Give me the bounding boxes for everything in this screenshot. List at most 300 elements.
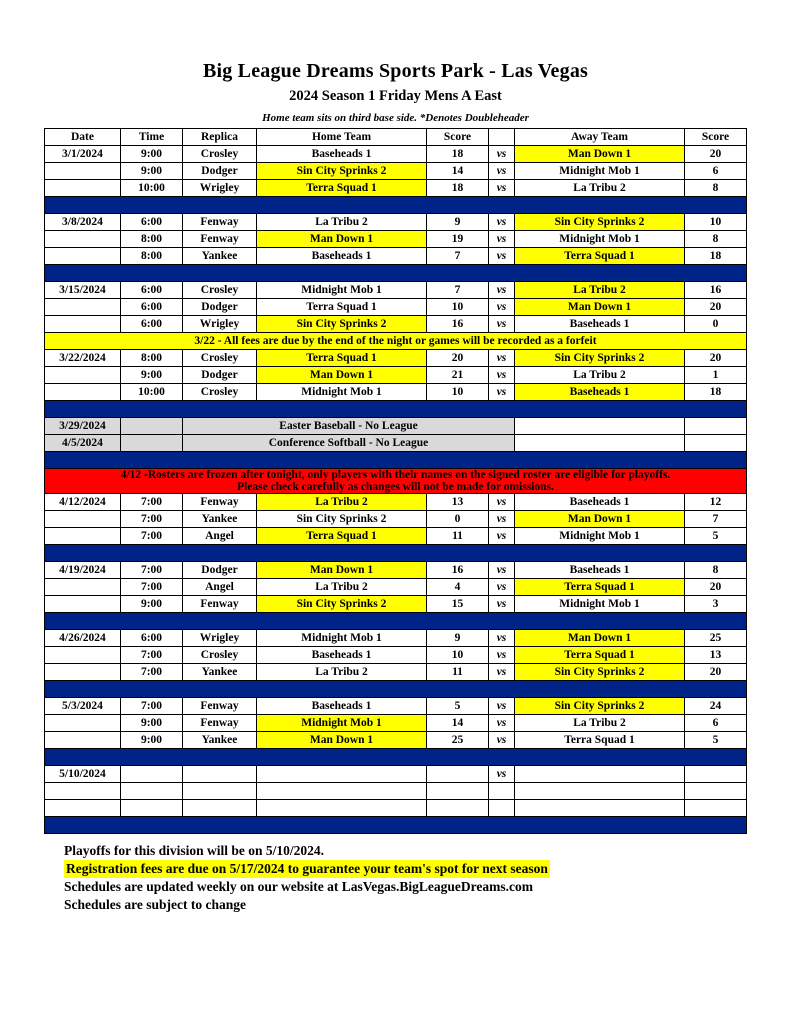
footer-website-text: Schedules are updated weekly on our website at LasVegas.BigLeagueDreams.com — [64, 879, 534, 894]
cell-away-team: Midnight Mob 1 — [515, 231, 685, 248]
cell-home-team: Midnight Mob 1 — [257, 715, 427, 732]
table-row — [45, 630, 747, 647]
cell-vs-label: vs — [489, 146, 515, 163]
cell-away-team: La Tribu 2 — [515, 367, 685, 384]
cell-replica: Crosley — [183, 350, 257, 367]
cell-away-team: Man Down 1 — [515, 511, 685, 528]
cell-home-score: 7 — [427, 248, 489, 265]
cell-home-team: Sin City Sprinks 2 — [257, 596, 427, 613]
cell-time: 7:00 — [121, 664, 183, 681]
cell-time — [121, 418, 183, 435]
cell-away-team: Man Down 1 — [515, 630, 685, 647]
cell-time: 10:00 — [121, 180, 183, 197]
cell-away-team: Terra Squad 1 — [515, 647, 685, 664]
cell-vs-label: vs — [489, 766, 515, 783]
cell-replica: Fenway — [183, 596, 257, 613]
table-row — [45, 350, 747, 367]
table-row — [45, 180, 747, 197]
cell-no-league-text: Easter Baseball - No League — [183, 418, 515, 435]
divider-cell — [45, 197, 747, 214]
table-row — [45, 248, 747, 265]
cell-time: 9:00 — [121, 367, 183, 384]
page-subtitle: 2024 Season 1 Friday Mens A East — [289, 88, 502, 104]
cell-time: 7:00 — [121, 528, 183, 545]
cell-away-team: Midnight Mob 1 — [515, 163, 685, 180]
cell-replica: Yankee — [183, 664, 257, 681]
divider-band — [45, 749, 747, 766]
cell-time: 7:00 — [121, 562, 183, 579]
cell-away-score: 8 — [685, 180, 747, 197]
cell-away-score — [685, 800, 747, 817]
cell-away-score: 20 — [685, 664, 747, 681]
cell-vs-label: vs — [489, 248, 515, 265]
cell-replica: Yankee — [183, 511, 257, 528]
cell-away-team: Terra Squad 1 — [515, 732, 685, 749]
cell-home-score: 18 — [427, 146, 489, 163]
cell-home-score — [427, 766, 489, 783]
divider-band — [45, 545, 747, 562]
cell-time: 7:00 — [121, 511, 183, 528]
cell-date — [45, 299, 121, 316]
cell-away-team: Terra Squad 1 — [515, 248, 685, 265]
cell-date — [45, 647, 121, 664]
cell-time: 9:00 — [121, 715, 183, 732]
cell-away-team: Baseheads 1 — [515, 494, 685, 511]
page-title: Big League Dreams Sports Park - Las Vegas — [202, 60, 589, 82]
cell-away-score: 20 — [685, 299, 747, 316]
cell-home-team: Man Down 1 — [257, 562, 427, 579]
cell-away-score: 3 — [685, 596, 747, 613]
cell-away-team: La Tribu 2 — [515, 715, 685, 732]
cell-vs-label — [489, 800, 515, 817]
column-header-home-team: Home Team — [257, 129, 427, 146]
cell-home-score: 21 — [427, 367, 489, 384]
footer-subject-to-change — [64, 896, 727, 914]
cell-replica — [183, 766, 257, 783]
cell-time: 7:00 — [121, 698, 183, 715]
cell-time: 9:00 — [121, 732, 183, 749]
divider-cell — [45, 401, 747, 418]
divider-cell — [45, 681, 747, 698]
cell-replica: Dodger — [183, 367, 257, 384]
cell-away-score — [685, 435, 747, 452]
cell-no-league-text: Conference Softball - No League — [183, 435, 515, 452]
cell-away-team: Sin City Sprinks 2 — [515, 664, 685, 681]
cell-away-score: 1 — [685, 367, 747, 384]
cell-replica: Crosley — [183, 282, 257, 299]
cell-away-team — [515, 418, 685, 435]
cell-date — [45, 579, 121, 596]
cell-home-team: Man Down 1 — [257, 231, 427, 248]
cell-time: 6:00 — [121, 316, 183, 333]
cell-date: 5/3/2024 — [45, 698, 121, 715]
cell-date: 3/15/2024 — [45, 282, 121, 299]
notice-text: 3/22 - All fees are due by the end of the night or games will be recorded as a forfeit — [45, 333, 747, 350]
divider-cell — [45, 265, 747, 282]
cell-away-score: 13 — [685, 647, 747, 664]
cell-home-team: Baseheads 1 — [257, 698, 427, 715]
cell-vs-label: vs — [489, 732, 515, 749]
cell-home-team: Terra Squad 1 — [257, 299, 427, 316]
cell-date: 4/19/2024 — [45, 562, 121, 579]
cell-time: 7:00 — [121, 647, 183, 664]
cell-away-team: Baseheads 1 — [515, 316, 685, 333]
cell-away-team: La Tribu 2 — [515, 180, 685, 197]
cell-date — [45, 180, 121, 197]
cell-home-score: 10 — [427, 299, 489, 316]
cell-time: 8:00 — [121, 231, 183, 248]
footer-subject-to-change-text: Schedules are subject to change — [64, 897, 246, 912]
cell-replica: Crosley — [183, 384, 257, 401]
cell-date: 4/12/2024 — [45, 494, 121, 511]
cell-vs-label: vs — [489, 180, 515, 197]
cell-home-team: Terra Squad 1 — [257, 350, 427, 367]
cell-vs-label: vs — [489, 715, 515, 732]
cell-home-score: 14 — [427, 715, 489, 732]
notice-row-roster-freeze — [45, 469, 747, 494]
column-header-vs — [489, 129, 515, 146]
cell-home-score: 16 — [427, 316, 489, 333]
notice-line: 4/12 -Rosters are frozen after tonight, only players with their names on the signed roster are eligible for playoffs. — [120, 469, 671, 481]
table-row — [45, 316, 747, 333]
notice-row-fees — [45, 333, 747, 350]
cell-away-score: 24 — [685, 698, 747, 715]
table-row — [45, 528, 747, 545]
cell-time: 9:00 — [121, 146, 183, 163]
cell-home-score: 7 — [427, 282, 489, 299]
cell-replica: Dodger — [183, 299, 257, 316]
table-row — [45, 647, 747, 664]
cell-away-score: 5 — [685, 528, 747, 545]
column-header-replica: Replica — [183, 129, 257, 146]
table-row — [45, 732, 747, 749]
cell-time — [121, 783, 183, 800]
cell-away-team: Baseheads 1 — [515, 562, 685, 579]
table-row — [45, 494, 747, 511]
footer-playoffs-text: Playoffs for this division will be on 5/10/2024. — [64, 843, 325, 858]
cell-vs-label: vs — [489, 231, 515, 248]
cell-home-score: 19 — [427, 231, 489, 248]
cell-time: 8:00 — [121, 248, 183, 265]
cell-away-team: Sin City Sprinks 2 — [515, 698, 685, 715]
cell-away-team: Baseheads 1 — [515, 384, 685, 401]
cell-date — [45, 596, 121, 613]
footer-playoffs — [64, 842, 727, 860]
cell-vs-label: vs — [489, 214, 515, 231]
cell-date: 3/29/2024 — [45, 418, 121, 435]
schedule-table — [44, 128, 747, 834]
cell-home-team: Baseheads 1 — [257, 146, 427, 163]
cell-home-score: 9 — [427, 630, 489, 647]
cell-home-score: 18 — [427, 180, 489, 197]
divider-cell — [45, 817, 747, 834]
cell-time: 7:00 — [121, 494, 183, 511]
cell-home-score: 10 — [427, 384, 489, 401]
divider-cell — [45, 749, 747, 766]
cell-date: 3/8/2024 — [45, 214, 121, 231]
cell-replica: Wrigley — [183, 180, 257, 197]
cell-home-team: Terra Squad 1 — [257, 528, 427, 545]
cell-away-score: 8 — [685, 562, 747, 579]
table-row — [45, 800, 747, 817]
cell-away-score: 25 — [685, 630, 747, 647]
cell-home-score: 5 — [427, 698, 489, 715]
cell-home-score: 25 — [427, 732, 489, 749]
cell-date — [45, 511, 121, 528]
cell-vs-label: vs — [489, 579, 515, 596]
cell-home-score: 0 — [427, 511, 489, 528]
cell-replica: Fenway — [183, 715, 257, 732]
table-header-row — [45, 129, 747, 146]
cell-home-score: 14 — [427, 163, 489, 180]
cell-vs-label: vs — [489, 630, 515, 647]
column-header-date: Date — [45, 129, 121, 146]
cell-away-team — [515, 800, 685, 817]
cell-home-team: Man Down 1 — [257, 732, 427, 749]
cell-vs-label: vs — [489, 282, 515, 299]
divider-cell — [45, 545, 747, 562]
divider-band — [45, 452, 747, 469]
divider-band — [45, 401, 747, 418]
table-row — [45, 511, 747, 528]
cell-date — [45, 732, 121, 749]
cell-away-team: Midnight Mob 1 — [515, 528, 685, 545]
cell-away-score — [685, 783, 747, 800]
table-row — [45, 596, 747, 613]
cell-replica: Wrigley — [183, 630, 257, 647]
cell-vs-label: vs — [489, 316, 515, 333]
cell-replica: Dodger — [183, 163, 257, 180]
cell-vs-label: vs — [489, 350, 515, 367]
table-row — [45, 715, 747, 732]
table-row — [45, 163, 747, 180]
cell-time: 6:00 — [121, 282, 183, 299]
cell-home-team: Midnight Mob 1 — [257, 282, 427, 299]
cell-replica: Dodger — [183, 562, 257, 579]
no-league-row — [45, 418, 747, 435]
divider-cell — [45, 452, 747, 469]
footer-registration — [64, 860, 727, 878]
cell-time: 9:00 — [121, 596, 183, 613]
cell-vs-label: vs — [489, 562, 515, 579]
cell-vs-label: vs — [489, 647, 515, 664]
cell-replica: Fenway — [183, 231, 257, 248]
cell-date — [45, 664, 121, 681]
cell-home-score: 15 — [427, 596, 489, 613]
cell-date: 3/1/2024 — [45, 146, 121, 163]
table-row — [45, 579, 747, 596]
divider-band — [45, 817, 747, 834]
table-row — [45, 766, 747, 783]
cell-home-team — [257, 783, 427, 800]
cell-date: 5/10/2024 — [45, 766, 121, 783]
cell-home-team: La Tribu 2 — [257, 214, 427, 231]
cell-date: 4/26/2024 — [45, 630, 121, 647]
cell-home-score: 20 — [427, 350, 489, 367]
cell-away-score: 20 — [685, 579, 747, 596]
cell-away-score: 8 — [685, 231, 747, 248]
cell-away-score: 16 — [685, 282, 747, 299]
no-league-row — [45, 435, 747, 452]
table-row — [45, 664, 747, 681]
notice-line: Please check carefully as changes will not be made for omissions. — [237, 481, 554, 493]
cell-date — [45, 163, 121, 180]
cell-replica: Yankee — [183, 248, 257, 265]
cell-away-score: 20 — [685, 146, 747, 163]
cell-vs-label: vs — [489, 664, 515, 681]
footer-registration-text: Registration fees are due on 5/17/2024 to guarantee your team's spot for next season — [66, 861, 548, 876]
cell-home-score: 11 — [427, 664, 489, 681]
cell-replica: Fenway — [183, 214, 257, 231]
cell-away-team — [515, 435, 685, 452]
cell-home-score: 16 — [427, 562, 489, 579]
cell-away-score: 10 — [685, 214, 747, 231]
cell-home-team: Sin City Sprinks 2 — [257, 163, 427, 180]
cell-away-score: 6 — [685, 715, 747, 732]
cell-home-team: Midnight Mob 1 — [257, 384, 427, 401]
cell-replica: Yankee — [183, 732, 257, 749]
cell-away-score: 20 — [685, 350, 747, 367]
cell-home-score: 13 — [427, 494, 489, 511]
cell-away-team: Man Down 1 — [515, 146, 685, 163]
cell-home-score: 10 — [427, 647, 489, 664]
cell-home-team — [257, 800, 427, 817]
home-team-note: Home team sits on third base side. *Denotes Doubleheader — [262, 112, 529, 124]
cell-home-score: 9 — [427, 214, 489, 231]
cell-replica: Fenway — [183, 494, 257, 511]
cell-vs-label: vs — [489, 367, 515, 384]
column-header-time: Time — [121, 129, 183, 146]
cell-home-team: Man Down 1 — [257, 367, 427, 384]
table-row — [45, 231, 747, 248]
cell-vs-label: vs — [489, 698, 515, 715]
cell-away-team: Sin City Sprinks 2 — [515, 350, 685, 367]
cell-vs-label: vs — [489, 163, 515, 180]
column-header-score: Score — [427, 129, 489, 146]
cell-home-team: Baseheads 1 — [257, 647, 427, 664]
cell-home-team: Midnight Mob 1 — [257, 630, 427, 647]
cell-home-team: La Tribu 2 — [257, 494, 427, 511]
cell-away-score: 12 — [685, 494, 747, 511]
footer-notes — [64, 834, 727, 914]
cell-time: 8:00 — [121, 350, 183, 367]
cell-away-team: La Tribu 2 — [515, 282, 685, 299]
table-row — [45, 562, 747, 579]
divider-cell — [45, 613, 747, 630]
cell-date — [45, 800, 121, 817]
cell-away-team: Man Down 1 — [515, 299, 685, 316]
cell-replica — [183, 783, 257, 800]
cell-replica: Wrigley — [183, 316, 257, 333]
cell-vs-label: vs — [489, 511, 515, 528]
cell-home-team: La Tribu 2 — [257, 579, 427, 596]
cell-home-team: Sin City Sprinks 2 — [257, 511, 427, 528]
table-row — [45, 367, 747, 384]
cell-vs-label: vs — [489, 494, 515, 511]
notice-text — [45, 469, 747, 494]
cell-vs-label: vs — [489, 528, 515, 545]
page-header — [0, 0, 791, 124]
cell-home-score: 11 — [427, 528, 489, 545]
cell-home-score: 4 — [427, 579, 489, 596]
cell-date — [45, 384, 121, 401]
cell-time — [121, 435, 183, 452]
column-header-away-team: Away Team — [515, 129, 685, 146]
cell-replica: Crosley — [183, 647, 257, 664]
cell-home-team — [257, 766, 427, 783]
cell-date: 4/5/2024 — [45, 435, 121, 452]
cell-time: 6:00 — [121, 630, 183, 647]
cell-home-score — [427, 783, 489, 800]
cell-away-score: 0 — [685, 316, 747, 333]
cell-away-score: 18 — [685, 384, 747, 401]
cell-away-team — [515, 783, 685, 800]
cell-date — [45, 783, 121, 800]
cell-away-team: Midnight Mob 1 — [515, 596, 685, 613]
cell-time: 9:00 — [121, 163, 183, 180]
cell-vs-label: vs — [489, 384, 515, 401]
table-row — [45, 214, 747, 231]
cell-date — [45, 367, 121, 384]
cell-vs-label: vs — [489, 299, 515, 316]
cell-home-team: Baseheads 1 — [257, 248, 427, 265]
cell-time — [121, 766, 183, 783]
cell-replica: Fenway — [183, 698, 257, 715]
divider-band — [45, 681, 747, 698]
cell-away-team — [515, 766, 685, 783]
column-header-score: Score — [685, 129, 747, 146]
cell-vs-label — [489, 783, 515, 800]
cell-time: 10:00 — [121, 384, 183, 401]
cell-away-score: 5 — [685, 732, 747, 749]
cell-home-team: Sin City Sprinks 2 — [257, 316, 427, 333]
cell-time: 7:00 — [121, 579, 183, 596]
table-row — [45, 783, 747, 800]
cell-home-score — [427, 800, 489, 817]
cell-replica: Angel — [183, 579, 257, 596]
cell-home-team: Terra Squad 1 — [257, 180, 427, 197]
cell-away-team: Terra Squad 1 — [515, 579, 685, 596]
cell-date — [45, 248, 121, 265]
cell-time — [121, 800, 183, 817]
cell-away-score: 18 — [685, 248, 747, 265]
table-row — [45, 282, 747, 299]
cell-vs-label: vs — [489, 596, 515, 613]
cell-time: 6:00 — [121, 214, 183, 231]
cell-replica — [183, 800, 257, 817]
cell-date — [45, 231, 121, 248]
table-row — [45, 698, 747, 715]
footer-website — [64, 878, 727, 896]
cell-replica: Angel — [183, 528, 257, 545]
cell-time: 6:00 — [121, 299, 183, 316]
cell-away-score — [685, 766, 747, 783]
cell-replica: Crosley — [183, 146, 257, 163]
divider-band — [45, 265, 747, 282]
cell-date — [45, 528, 121, 545]
cell-date — [45, 715, 121, 732]
cell-away-team: Sin City Sprinks 2 — [515, 214, 685, 231]
table-row — [45, 384, 747, 401]
table-row — [45, 146, 747, 163]
cell-away-score: 7 — [685, 511, 747, 528]
divider-band — [45, 613, 747, 630]
cell-away-score: 6 — [685, 163, 747, 180]
cell-home-team: La Tribu 2 — [257, 664, 427, 681]
cell-date: 3/22/2024 — [45, 350, 121, 367]
table-row — [45, 299, 747, 316]
cell-away-score — [685, 418, 747, 435]
